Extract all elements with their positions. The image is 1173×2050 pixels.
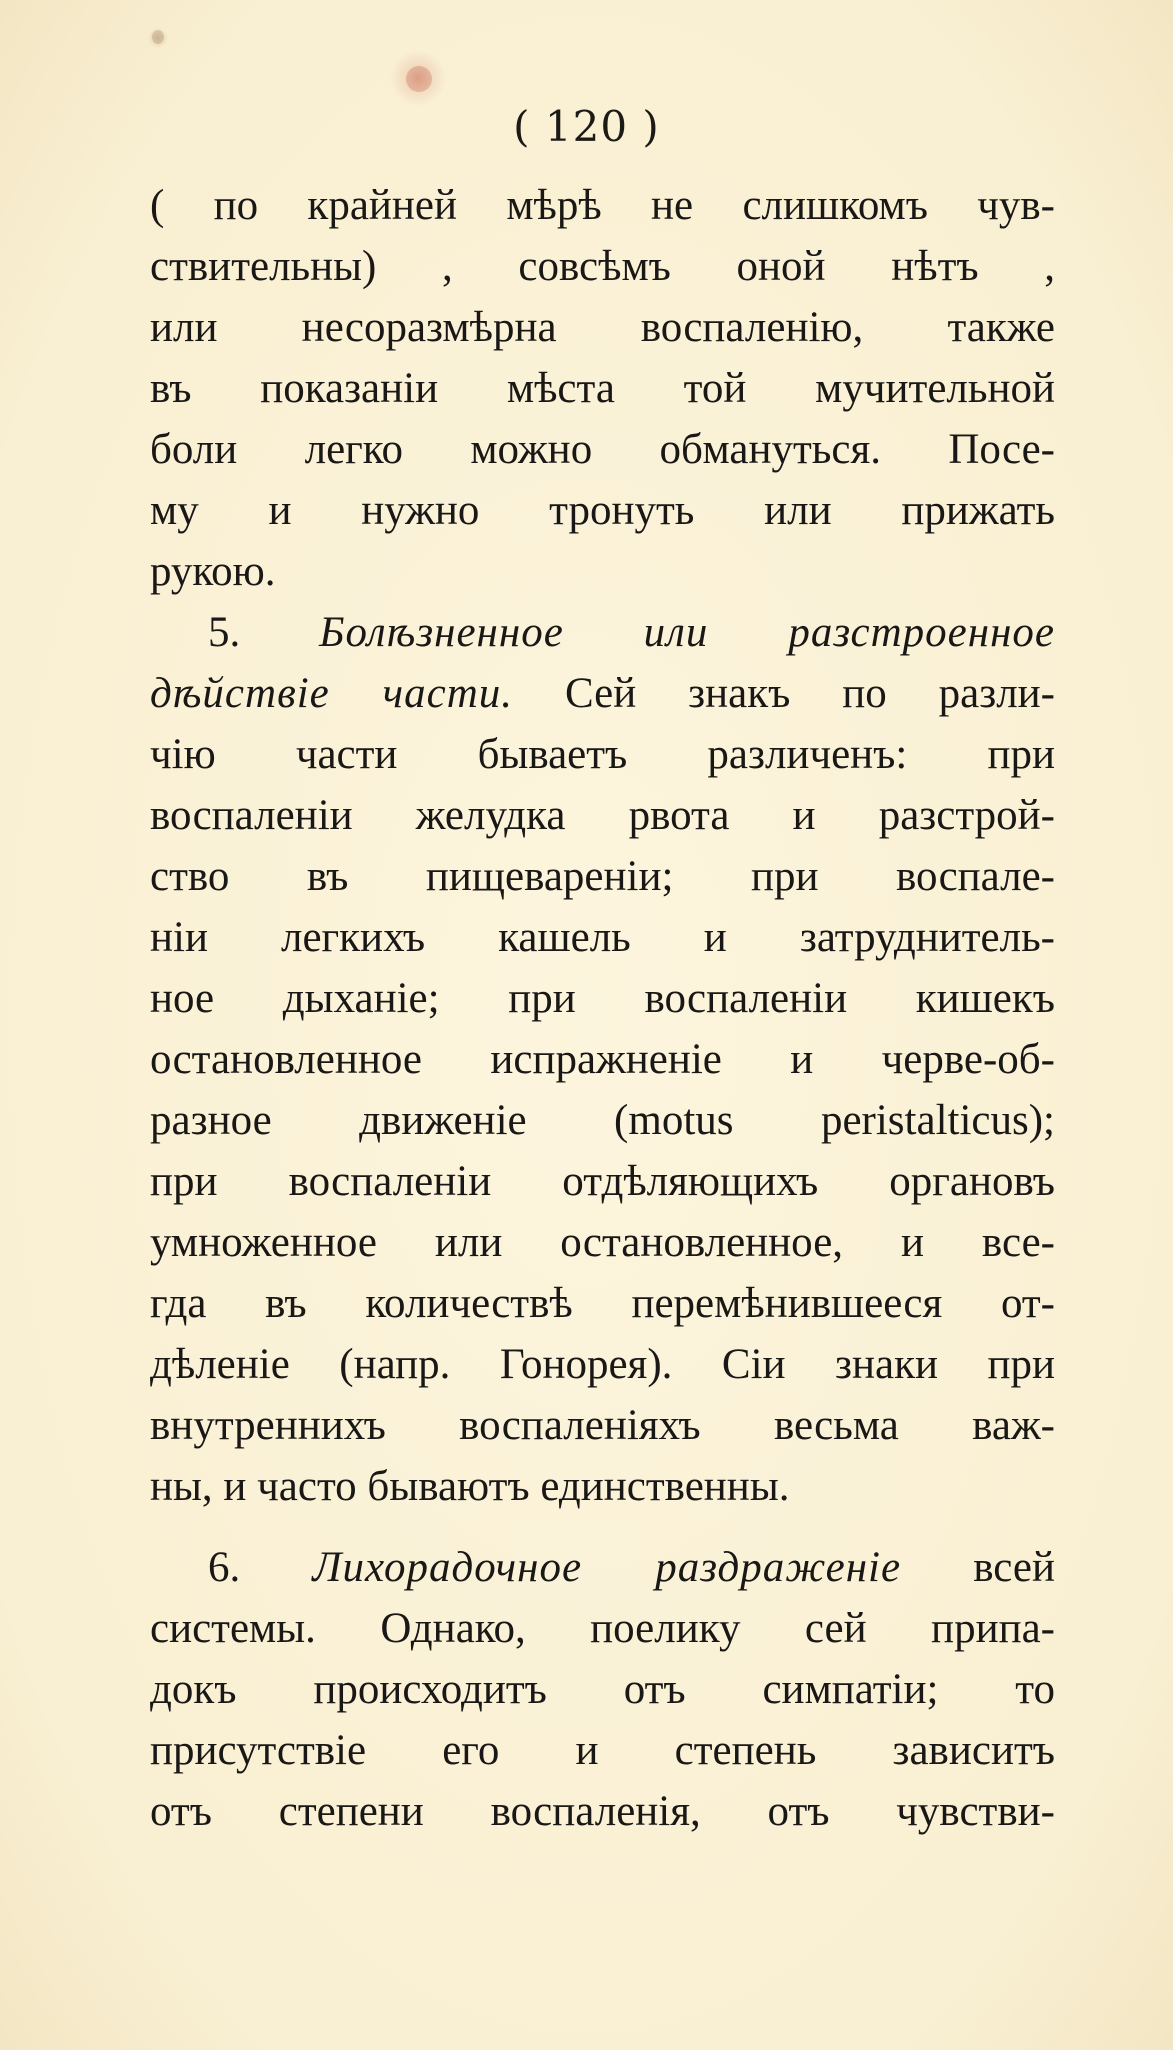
- text-line: му и нужно тронуть или прижать: [150, 487, 1055, 534]
- text-line: при воспаленіи отдѣляющихъ органовъ: [150, 1158, 1055, 1205]
- text-line: внутреннихъ воспаленіяхъ весьма важ-: [150, 1402, 1055, 1449]
- text-line: ны, и часто бываютъ единственны.: [150, 1463, 790, 1510]
- section-number: 5.: [208, 609, 241, 656]
- text-line: системы. Однако, поелику сей припа-: [150, 1605, 1055, 1652]
- text-line: отъ степени воспаленія, отъ чувстви-: [150, 1788, 1055, 1835]
- ink-stain: [406, 66, 432, 92]
- section-heading-5: [150, 603, 1055, 663]
- text-line: ное дыханіе; при воспаленіи кишекъ: [150, 975, 1055, 1022]
- text-line: ніи легкихъ кашель и затруднитель-: [150, 914, 1055, 961]
- text-line: ство въ пищевареніи; при воспале-: [150, 853, 1055, 900]
- text-line: рукою.: [150, 548, 276, 595]
- page-number: ( 120 ): [513, 102, 660, 151]
- text-line: боли легко можно обмануться. Посе-: [150, 426, 1055, 473]
- text-span: всей: [901, 1544, 1055, 1591]
- text-line: ствительны) , совсѣмъ оной нѣтъ ,: [150, 243, 1055, 290]
- text-line: присутствіе его и степень зависитъ: [150, 1727, 1055, 1774]
- text-line: [150, 664, 1055, 724]
- section-title: Болѣзненное или разстроенное: [319, 609, 1055, 656]
- section-heading-6: [150, 1538, 1055, 1598]
- text-line: или несоразмѣрна воспаленію, также: [150, 304, 1055, 351]
- section-title: Лихорадочное раздраженіе: [312, 1544, 902, 1591]
- text-line: разное движеніе (motus peristalticus);: [150, 1097, 1055, 1144]
- text-line: ( по крайней мѣрѣ не слишкомъ чув-: [150, 182, 1055, 229]
- text-line: чію части бываетъ различенъ: при: [150, 731, 1055, 778]
- text-line: гда въ количествѣ перемѣнившееся от-: [150, 1280, 1055, 1327]
- text-line: докъ происходитъ отъ симпатіи; то: [150, 1666, 1055, 1713]
- text-line: умноженное или остановленное, и все-: [150, 1219, 1055, 1266]
- text-line: дѣленіе (напр. Гонорея). Сіи знаки при: [150, 1341, 1055, 1388]
- section-title-continued: дѣйствіе части.: [150, 670, 514, 717]
- text-line: въ показаніи мѣста той мучительной: [150, 365, 1055, 412]
- text-line: воспаленіи желудка рвота и разстрой-: [150, 792, 1055, 839]
- text-line: остановленное испражненіе и черве-об-: [150, 1036, 1055, 1083]
- section-number: 6.: [208, 1544, 241, 1591]
- text-span: Сей знакъ по разли-: [513, 670, 1055, 717]
- ink-stain: [152, 30, 164, 44]
